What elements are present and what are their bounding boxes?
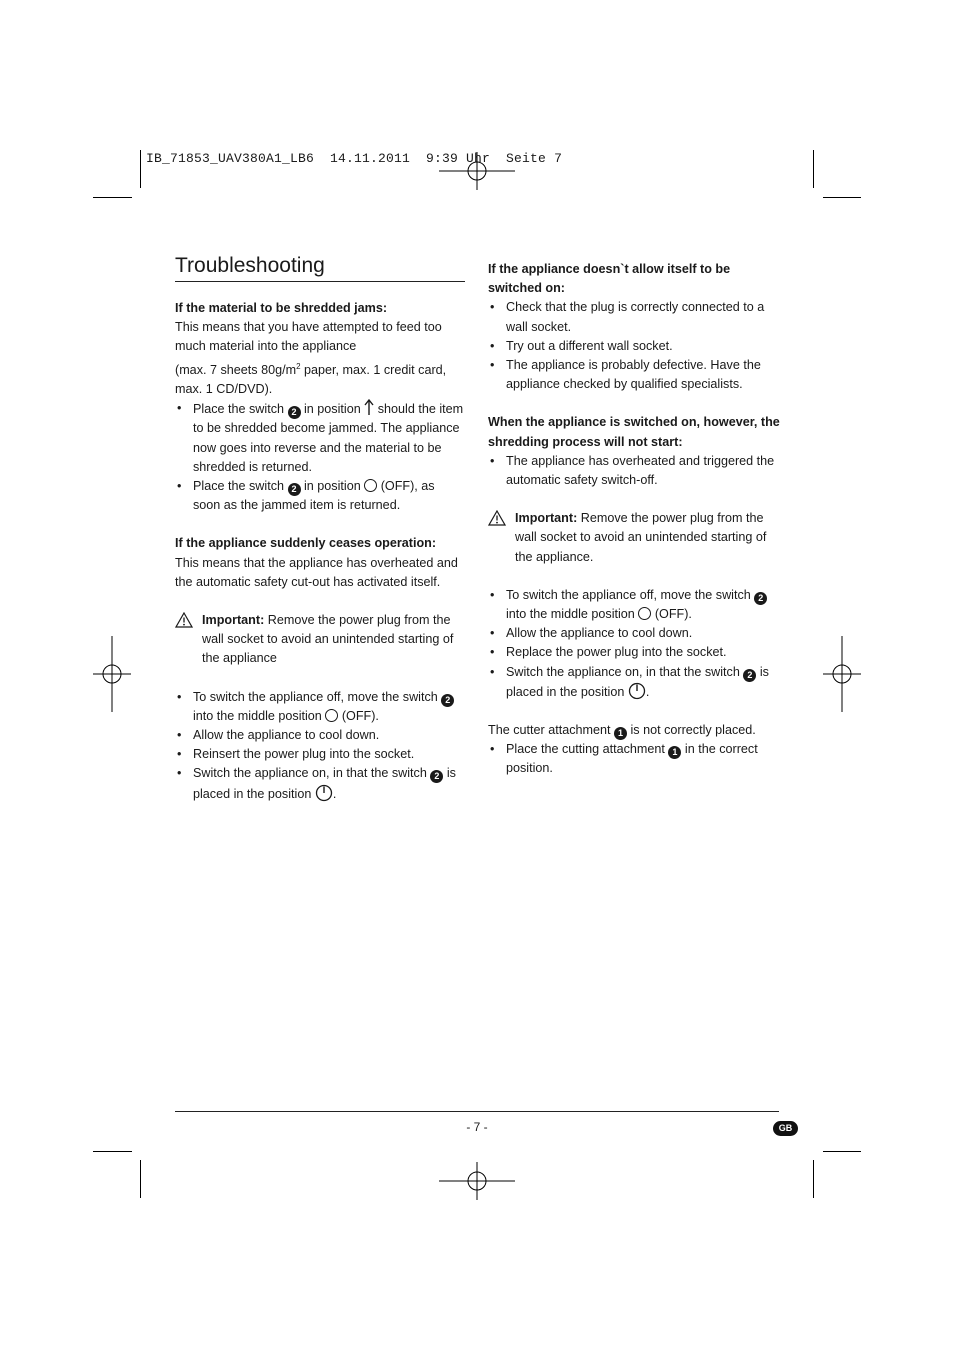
crop-mark: [93, 1151, 132, 1152]
bullet-list: [488, 586, 780, 702]
footer-rule: [175, 1111, 779, 1112]
bullet-list: [175, 688, 465, 804]
paragraph: This means that the appliance has overheated and the automatic safety cut-out has activated itself.: [175, 555, 458, 589]
list-item: • Reinsert the power plug into the socket.: [175, 745, 465, 764]
registration-mark-icon: [93, 636, 131, 712]
off-position-icon: [325, 709, 338, 722]
power-on-icon: [628, 682, 646, 700]
section-heading-jams: If the material to be shredded jams:: [175, 301, 388, 315]
cutter-number-icon: 1: [614, 727, 627, 740]
list-item: • Place the cutting attachment 1 in the correct position.: [488, 740, 780, 778]
list-item: • Place the switch 2 in position (OFF), as soon as the jammed item is returned.: [175, 477, 465, 515]
switch-number-icon: 2: [754, 592, 767, 605]
right-column: [488, 260, 780, 779]
off-position-icon: [364, 479, 377, 492]
crop-mark: [813, 1160, 814, 1198]
list-item: • To switch the appliance off, move the switch 2 into the middle position (OFF).: [488, 586, 780, 624]
list-item: • The appliance is probably defective. Have the appliance checked by qualified specialists.: [488, 356, 780, 394]
title-rule: [175, 253, 465, 282]
list-item: • Place the switch 2 in position should the item to be shredded become jammed. The appliance now goes into reverse and the material to be shredded is returned.: [175, 399, 465, 477]
warning-note: Important: Remove the power plug from the wall socket to avoid an unintended starting of the appliance.: [488, 509, 780, 567]
bullet-list: [488, 740, 780, 778]
switch-number-icon: 2: [430, 770, 443, 783]
registration-mark-icon: [439, 1162, 515, 1200]
crop-mark: [93, 197, 132, 198]
bullet-list: [488, 452, 780, 490]
crop-mark: [140, 150, 141, 188]
list-item: • To switch the appliance off, move the switch 2 into the middle position (OFF).: [175, 688, 465, 726]
warning-triangle-icon: [488, 510, 506, 526]
switch-number-icon: 2: [288, 406, 301, 419]
list-item: • Switch the appliance on, in that the switch 2 is placed in the position .: [488, 663, 780, 702]
warning-triangle-icon: [175, 612, 193, 628]
cutter-number-icon: 1: [668, 746, 681, 759]
off-position-icon: [638, 607, 651, 620]
crop-mark: [140, 1160, 141, 1198]
switch-number-icon: 2: [288, 483, 301, 496]
language-badge: GB: [773, 1121, 798, 1136]
bullet-list: [488, 298, 780, 394]
registration-mark-icon: [823, 636, 861, 712]
list-item: • Try out a different wall socket.: [488, 337, 780, 356]
left-column: [175, 253, 465, 804]
bullet-list: [175, 399, 465, 515]
power-on-icon: [315, 784, 333, 802]
paragraph: This means that you have attempted to feed too much material into the appliance: [175, 320, 442, 354]
list-item: • Switch the appliance on, in that the switch 2 is placed in the position .: [175, 764, 465, 803]
crop-mark: [823, 197, 861, 198]
page-title: Troubleshooting: [175, 254, 325, 277]
warning-note: Important: Remove the power plug from the wall socket to avoid an unintended starting of the appliance: [175, 611, 465, 669]
paragraph: (max. 7 sheets $80g/m^2$ paper, max. 1 credit card, max. 1 CD/DVD).: [175, 361, 447, 396]
crop-mark: [813, 150, 814, 188]
switch-number-icon: 2: [743, 669, 756, 682]
section-heading-ceases: If the appliance suddenly ceases operation:: [175, 536, 437, 551]
section-heading-not-switch-on: If the appliance doesn`t allow itself to be switched on:: [488, 262, 731, 296]
paragraph: The cutter attachment 1 is not correctly placed.: [488, 723, 756, 739]
section-heading-not-start: When the appliance is switched on, however, the shredding process will not start:: [488, 415, 780, 449]
list-item: • Allow the appliance to cool down.: [488, 624, 780, 643]
crop-mark: [823, 1151, 861, 1152]
page-number: - 7 -: [466, 1120, 488, 1134]
print-slug: IB_71853_UAV380A1_LB6 14.11.2011 9:39 Uhr Seite 7: [146, 151, 563, 166]
list-item: • The appliance has overheated and triggered the automatic safety switch-off.: [488, 452, 780, 490]
reverse-arrow-icon: [364, 399, 374, 415]
list-item: • Allow the appliance to cool down.: [175, 726, 465, 745]
list-item: • Replace the power plug into the socket.: [488, 643, 780, 662]
switch-number-icon: 2: [441, 694, 454, 707]
list-item: • Check that the plug is correctly connected to a wall socket.: [488, 298, 780, 336]
